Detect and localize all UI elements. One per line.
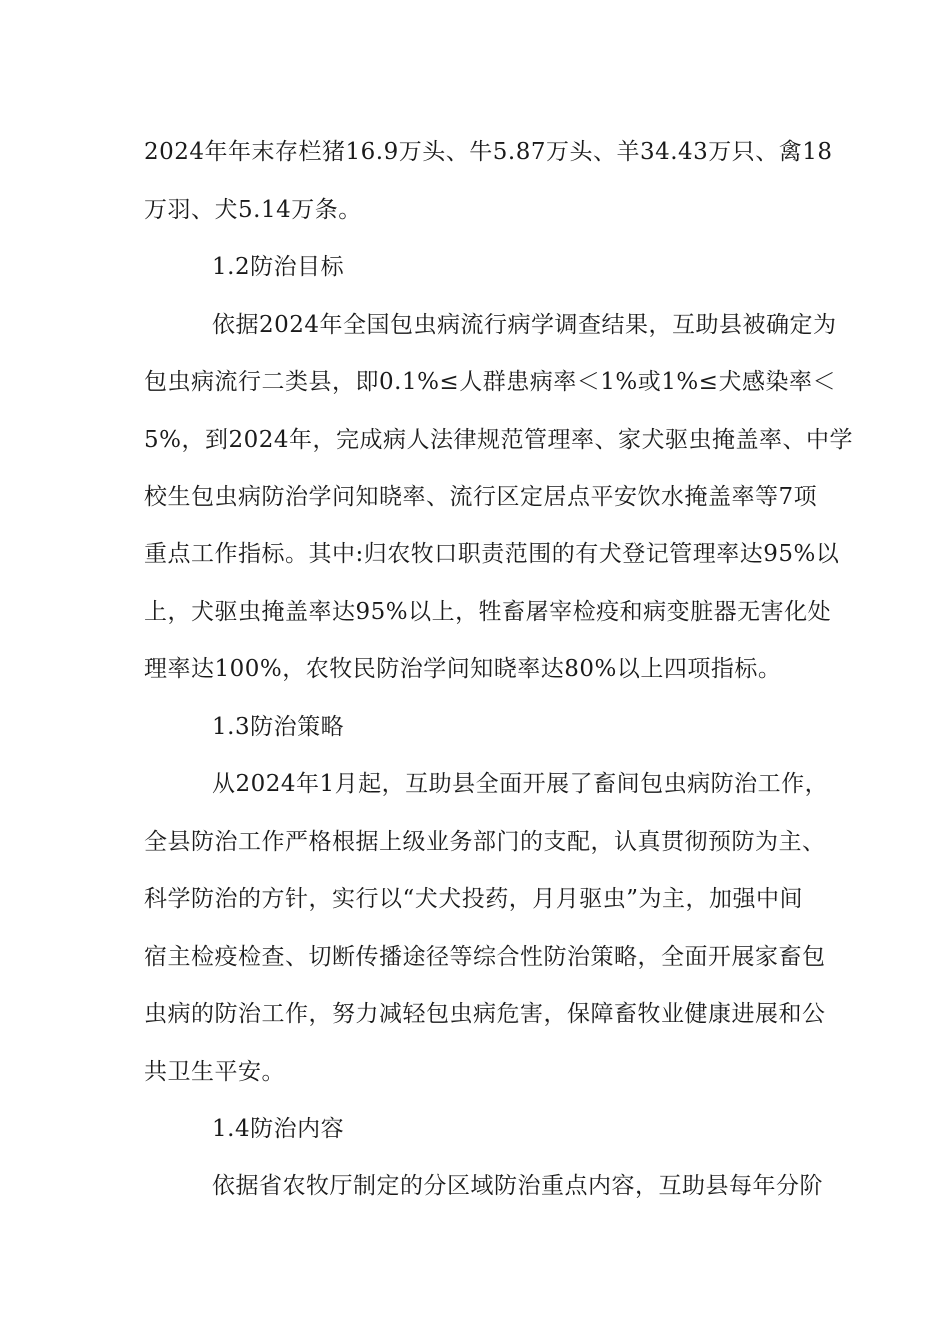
paragraph-line-7: 理率达100%，农牧民防治学问知晓率达80%以上四项指标。 bbox=[144, 656, 782, 682]
paragraph-line-1: 依据2024年全国包虫病流行病学调查结果，互助县被确定为 bbox=[212, 312, 837, 338]
paragraph-line-3: 5%，到2024年，完成病人法律规范管理率、家犬驱虫掩盖率、中学 bbox=[144, 427, 854, 453]
paragraph-line-9: 全县防治工作严格根据上级业务部门的支配，认真贯彻预防为主、 bbox=[144, 829, 826, 855]
paragraph-line-10: 科学防治的方针，实行以“犬犬投药，月月驱虫”为主，加强中间 bbox=[144, 886, 804, 912]
paragraph-line-14: 依据省农牧厅制定的分区域防治重点内容，互助县每年分阶 bbox=[212, 1173, 823, 1199]
section-heading-1-2: 1.2防治目标 bbox=[212, 254, 345, 280]
paragraph-line-8: 从2024年1月起，互助县全面开展了畜间包虫病防治工作， bbox=[212, 771, 829, 797]
body-line-1: 2024年年末存栏猪16.9万头、牛5.87万头、羊34.43万只、禽18 bbox=[144, 139, 833, 165]
paragraph-line-2: 包虫病流行二类县，即0.1%≤人群患病率＜1%或1%≤犬感染率＜ bbox=[144, 369, 836, 395]
body-line-2: 万羽、犬5.14万条。 bbox=[144, 197, 362, 223]
section-heading-1-4: 1.4防治内容 bbox=[212, 1116, 345, 1142]
paragraph-line-4: 校生包虫病防治学问知晓率、流行区定居点平安饮水掩盖率等7项 bbox=[144, 484, 818, 510]
paragraph-line-12: 虫病的防治工作，努力减轻包虫病危害，保障畜牧业健康进展和公 bbox=[144, 1001, 826, 1027]
paragraph-line-5: 重点工作指标。其中:归农牧口职责范围的有犬登记管理率达95%以 bbox=[144, 541, 840, 567]
paragraph-line-11: 宿主检疫检查、切断传播途径等综合性防治策略，全面开展家畜包 bbox=[144, 944, 826, 970]
paragraph-line-13: 共卫生平安。 bbox=[144, 1059, 285, 1085]
section-heading-1-3: 1.3防治策略 bbox=[212, 714, 345, 740]
paragraph-line-6: 上，犬驱虫掩盖率达95%以上，牲畜屠宰检疫和病变脏器无害化处 bbox=[144, 599, 832, 625]
